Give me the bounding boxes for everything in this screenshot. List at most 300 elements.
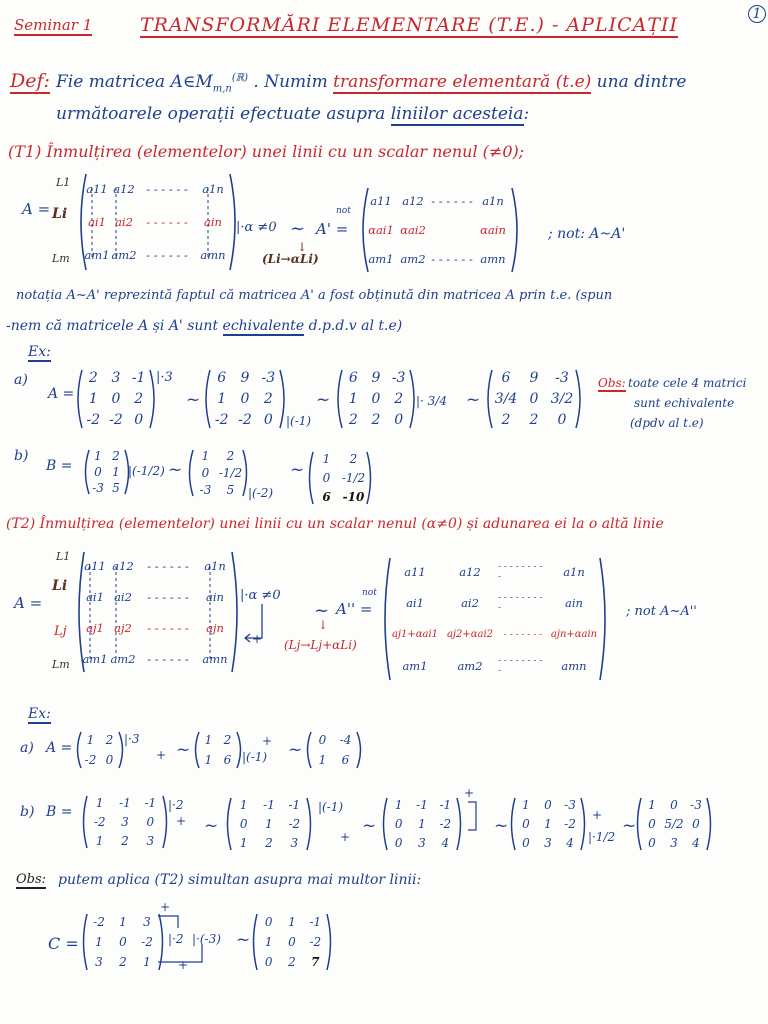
cell: - - - - - - - xyxy=(503,629,543,640)
t2-row-label-i: Li xyxy=(52,578,68,594)
seminar-label: Seminar 1 xyxy=(14,16,93,34)
cell: 0 xyxy=(648,816,656,831)
cell: -1 xyxy=(263,798,275,813)
cell: -2 xyxy=(214,411,229,428)
ex1-a-matrix-1 xyxy=(76,368,156,430)
cell: 1 xyxy=(88,390,98,407)
cell: 6 xyxy=(223,753,232,767)
cell: -2 xyxy=(86,411,101,428)
cell: - - - - - - - - - xyxy=(498,593,543,614)
ex1-b-name: B = xyxy=(46,458,73,474)
t1-text-term: echivalente xyxy=(222,318,305,334)
cell: 2 xyxy=(501,411,511,428)
t1-row-label-m: Lm xyxy=(52,252,70,265)
cell: 1 xyxy=(239,835,248,850)
cell: -2 xyxy=(84,753,97,767)
cell: 0 xyxy=(394,411,404,428)
cell: 3 xyxy=(290,835,299,850)
ex2-label: Ex: xyxy=(28,706,51,722)
cell: a12 xyxy=(112,558,134,573)
ex2-a-plus: + xyxy=(156,748,167,762)
cell: - - - - - - - - - xyxy=(498,656,543,677)
t2-matrix-Asecond-grid xyxy=(388,556,600,682)
definition-sub: m,n xyxy=(212,83,232,95)
ex2-b-plus-2: + xyxy=(340,830,351,844)
ex2-a-matrix-2 xyxy=(194,730,242,770)
page-number: 1 xyxy=(748,5,766,23)
cell: a1n xyxy=(563,564,585,579)
cell: -1/2 xyxy=(341,470,366,485)
cell: - - - - - - xyxy=(147,589,189,604)
tilde: ~ xyxy=(466,390,481,410)
cell: 1 xyxy=(264,935,273,949)
definition-text-e: : xyxy=(523,104,530,124)
cell: - - - - - - xyxy=(147,558,189,573)
t2-not: not xyxy=(362,588,377,598)
t2-Asecond-label: A'' = xyxy=(336,600,373,618)
cell: -2 xyxy=(439,816,452,831)
cell: amn xyxy=(480,252,506,267)
t2-matrix-A xyxy=(76,550,240,674)
cell: 0 xyxy=(544,798,552,813)
ex1-label: Ex: xyxy=(28,344,51,360)
cell: 0 xyxy=(263,411,273,428)
cell: -1 xyxy=(439,798,452,813)
t1-text-a: -nem că matricele A și A' sunt xyxy=(6,318,219,334)
cell: 5 xyxy=(226,482,235,497)
definition-sup: (ℝ) xyxy=(231,72,248,84)
cell: 0 xyxy=(522,835,530,850)
cell: -2 xyxy=(109,411,123,428)
cell: ai2 xyxy=(461,596,479,611)
definition-text-c: una dintre xyxy=(596,72,687,92)
ex1-a-matrix-4 xyxy=(486,368,582,430)
ex2-a-matrix-3 xyxy=(306,730,362,770)
cell: ai1 xyxy=(88,214,106,229)
tilde: ~ xyxy=(204,816,219,836)
cell: 0 xyxy=(529,390,539,407)
cell: 0 xyxy=(105,753,114,767)
cell: aj1+αai1 xyxy=(391,629,439,641)
t1-heading: (T1) Înmulțirea (elementelor) unei linii cu un scalar nenul (≠0); xyxy=(8,142,525,161)
cell: -1 xyxy=(416,798,428,813)
ex1-obs-line-2: sunt echivalente xyxy=(634,396,735,410)
t2-arrow-note: (Lj→Lj+αLi) xyxy=(284,638,357,652)
cell: am2 xyxy=(110,651,136,666)
cell: 6 xyxy=(322,489,331,504)
ex3-matrix-2 xyxy=(252,912,332,972)
cell: -3 xyxy=(690,798,702,813)
ex2-a-plus-2: + xyxy=(262,734,273,748)
cell: amn xyxy=(202,651,228,666)
cell: 0 xyxy=(670,798,678,813)
t1-op: |·α ≠0 xyxy=(236,220,277,235)
cell: 1 xyxy=(112,465,120,479)
t1-text-line-1: notația A~A' reprezintă faptul că matricea A' a fost obținută din matricea A prin t.e. (spun xyxy=(16,288,613,303)
ex1-a-op1: |·3 xyxy=(156,370,173,385)
cell: 3 xyxy=(143,915,151,929)
ex2-b-matrix-2 xyxy=(226,796,312,852)
t1-row-label-i: Li xyxy=(52,206,68,222)
cell: -3 xyxy=(199,482,212,497)
ex2-b-matrix-3 xyxy=(382,796,462,852)
cell: 2 xyxy=(112,449,120,463)
page-title: TRANSFORMĂRI ELEMENTARE (T.E.) - APLICAȚII xyxy=(140,14,679,36)
ex3-op2: |·(-3) xyxy=(192,932,221,946)
cell: αain xyxy=(480,222,506,237)
cell: 2 xyxy=(529,411,539,428)
cell: 1 xyxy=(239,798,248,813)
ex1-a-label: a) xyxy=(14,372,28,388)
cell: 0 xyxy=(322,470,331,485)
ex1-a-matrix-3 xyxy=(336,368,416,430)
cell: -2 xyxy=(238,411,252,428)
cell: -3 xyxy=(261,370,276,387)
cell: a12 xyxy=(402,193,424,208)
cell: a1n xyxy=(482,193,504,208)
cell: 0 xyxy=(119,935,127,949)
cell: 0 xyxy=(522,816,530,831)
cell: 1 xyxy=(394,798,403,813)
cell: -3 xyxy=(92,481,104,495)
t1-text-line-2 xyxy=(6,318,402,334)
cell: - - - - - - - - - xyxy=(498,561,543,582)
cell: 0 xyxy=(318,733,327,747)
ex2-b-matrix-5 xyxy=(636,796,712,852)
t1-notation: ; not: A~A' xyxy=(548,226,626,242)
ex2-b-op2: |(-1) xyxy=(318,800,344,814)
cell: 1 xyxy=(348,390,358,407)
cell: 2 xyxy=(371,411,381,428)
cell: 1 xyxy=(95,796,104,811)
ex2-b-label: b) xyxy=(20,804,35,820)
t2-arrow-down-icon: ↓ xyxy=(318,618,329,632)
cell: a11 xyxy=(404,564,426,579)
cell: 6 xyxy=(217,370,227,387)
cell: 3/4 xyxy=(494,390,518,407)
cell: - - - - - - xyxy=(146,181,188,196)
cell: 6 xyxy=(348,370,358,387)
cell: 2 xyxy=(288,955,296,969)
t2-row-label-1: L1 xyxy=(56,550,71,563)
tilde: ~ xyxy=(176,740,191,760)
tilde: ~ xyxy=(288,740,303,760)
t2-row-label-m: Lm xyxy=(52,658,70,671)
cell: 1 xyxy=(418,816,426,831)
cell: 2 xyxy=(226,449,235,464)
cell: - - - - - - xyxy=(431,193,473,208)
ex2-a-matrix-1 xyxy=(76,730,124,770)
tilde: ~ xyxy=(186,390,201,410)
cell: 1 xyxy=(204,733,213,747)
cell: -1 xyxy=(144,796,157,811)
cell: - - - - - - xyxy=(147,620,189,635)
cell: -2 xyxy=(288,816,301,831)
cell: 0 xyxy=(692,816,700,831)
cell: 3 xyxy=(544,835,552,850)
cell: - - - - - - xyxy=(431,252,473,267)
cell: 2 xyxy=(119,955,127,969)
cell: - - - - - - xyxy=(146,214,188,229)
cell: αai1 xyxy=(368,222,394,237)
cell: 0 xyxy=(264,915,273,929)
ex1-b-matrix-1 xyxy=(84,448,130,496)
cell: 0 xyxy=(557,411,567,428)
ex1-b-matrix-2 xyxy=(188,448,248,498)
cell: 0 xyxy=(264,955,273,969)
t1-Aprime-label: A' = xyxy=(316,220,349,238)
cell: -4 xyxy=(339,733,352,747)
ex2-b-matrix-4 xyxy=(510,796,586,852)
definition-text-b: . Numim xyxy=(253,72,328,92)
tilde: ~ xyxy=(494,816,509,836)
ex3-plus-top: + xyxy=(160,900,171,914)
cell: 5/2 xyxy=(664,816,684,831)
cell: 1 xyxy=(265,816,273,831)
cell: 5 xyxy=(112,481,120,495)
cell: am2 xyxy=(400,252,426,267)
cell: 1 xyxy=(522,798,530,813)
cell: ai2 xyxy=(114,589,132,604)
cell: 3 xyxy=(111,370,121,387)
ex2-a-op2: |(-1) xyxy=(242,750,268,764)
definition-label: Def: xyxy=(10,70,50,92)
cell: ai1 xyxy=(86,589,104,604)
cell: 2 xyxy=(223,733,232,747)
cell: 3/2 xyxy=(550,390,574,407)
cell: 0 xyxy=(111,390,121,407)
ex1-b-matrix-3 xyxy=(308,450,372,506)
t1-text-b: d.p.d.v al t.e) xyxy=(308,318,403,334)
ex3-name: C = xyxy=(48,934,79,953)
t1-arrow-down-icon: ↓ xyxy=(297,240,308,254)
ex1-b-label: b) xyxy=(14,448,29,464)
cell: 1 xyxy=(201,449,210,464)
cell: amn xyxy=(561,659,587,674)
cell: -1/2 xyxy=(218,465,243,480)
cell: -3 xyxy=(564,798,576,813)
cell: ajn xyxy=(206,620,224,635)
cell: 1 xyxy=(648,798,656,813)
tilde: ~ xyxy=(316,390,331,410)
cell: 2 xyxy=(394,390,404,407)
cell: amn xyxy=(200,248,226,263)
ex2-b-op1: |·2 xyxy=(168,798,184,812)
t1-matrix-A-grid xyxy=(84,172,230,272)
cell: 3 xyxy=(121,814,129,829)
cell: ai2 xyxy=(115,214,133,229)
cell: 3 xyxy=(95,955,103,969)
cell: - - - - - - xyxy=(146,248,188,263)
cell: 4 xyxy=(692,835,700,850)
cell: -1 xyxy=(309,915,322,929)
t1-A-label: A = xyxy=(22,200,51,218)
ex2-b-plus-4: + xyxy=(592,808,603,822)
cell: ain xyxy=(204,214,222,229)
cell: aj2 xyxy=(114,620,132,635)
definition-term-2: liniilor acesteia xyxy=(390,104,524,124)
cell: ain xyxy=(206,589,224,604)
cell: 1 xyxy=(94,449,102,463)
tilde: ~ xyxy=(290,460,305,480)
cell: -3 xyxy=(391,370,406,387)
cell: 0 xyxy=(94,465,102,479)
t2-matrix-A-grid xyxy=(82,550,232,674)
ex2-a-name: A = xyxy=(46,740,73,756)
cell: 0 xyxy=(394,835,403,850)
cell: 0 xyxy=(648,835,656,850)
cell: -2 xyxy=(309,935,322,949)
definition-term: transformare elementară (t.e) xyxy=(333,72,592,92)
cell: -1 xyxy=(131,370,146,387)
ex1-b-op1: |(-1/2) xyxy=(128,464,165,478)
cell: 1 xyxy=(86,733,95,747)
cell: 2 xyxy=(105,733,114,747)
cell: am1 xyxy=(368,252,394,267)
cell: 9 xyxy=(371,370,381,387)
cell: -2 xyxy=(141,935,153,949)
t2-matrix-Asecond xyxy=(382,556,608,682)
cell: 1 xyxy=(544,816,552,831)
cell: a11 xyxy=(370,193,392,208)
ex1-obs-label: Obs: xyxy=(598,376,626,390)
ex1-a-op2: |(-1) xyxy=(286,414,312,428)
cell: aj2+αai2 xyxy=(446,629,494,641)
cell: 0 xyxy=(371,390,381,407)
definition-text-d: următoarele operații efectuate asupra xyxy=(56,104,386,124)
t1-matrix-Aprime xyxy=(360,186,520,274)
cell: am2 xyxy=(111,248,137,263)
cell: am1 xyxy=(82,651,108,666)
cell: 2 xyxy=(134,390,144,407)
definition-line-1 xyxy=(56,72,686,94)
ex2-b-matrix-1 xyxy=(82,794,168,850)
cell: 2 xyxy=(265,835,273,850)
cell: 4 xyxy=(441,835,450,850)
cell: 0 xyxy=(394,816,403,831)
cell: 3 xyxy=(418,835,426,850)
cell: 2 xyxy=(88,370,98,387)
obs2-text: putem aplica (T2) simultan asupra mai multor linii: xyxy=(58,872,422,888)
cell: -1 xyxy=(288,798,301,813)
cell: 3 xyxy=(146,833,155,848)
ex1-b-op2: |(-2) xyxy=(248,486,274,500)
ex2-b-arrow xyxy=(462,796,492,846)
cell: -1 xyxy=(119,796,131,811)
ex2-b-plus-1: + xyxy=(176,814,187,828)
cell: 1 xyxy=(95,833,104,848)
cell: a11 xyxy=(84,558,106,573)
cell: 1 xyxy=(95,935,103,949)
cell: 1 xyxy=(322,452,331,467)
cell: 0 xyxy=(146,814,155,829)
t1-row-label-1: L1 xyxy=(56,176,71,189)
t2-op: |·α ≠0 xyxy=(240,588,281,603)
cell: am1 xyxy=(84,248,110,263)
ex1-a-name: A = xyxy=(48,386,75,402)
cell: 6 xyxy=(501,370,511,387)
cell: a11 xyxy=(86,181,108,196)
cell: 9 xyxy=(240,370,250,387)
ex1-obs-line-3: (dpdv al t.e) xyxy=(630,416,704,430)
ex2-a-label: a) xyxy=(20,740,34,756)
cell: -2 xyxy=(93,915,105,929)
cell: 2 xyxy=(348,411,358,428)
cell: 0 xyxy=(288,935,296,949)
cell: 9 xyxy=(529,370,539,387)
cell: aj1 xyxy=(86,620,104,635)
cell: 0 xyxy=(134,411,144,428)
cell: αai2 xyxy=(400,222,426,237)
ex1-a-op3: |· 3/4 xyxy=(416,394,447,408)
t1-tilde: ~ xyxy=(290,218,306,239)
ex3-op1: |·2 xyxy=(168,932,184,946)
ex1-a-matrix-2 xyxy=(204,368,286,430)
cell: 1 xyxy=(119,915,127,929)
t2-notation: ; not A~A'' xyxy=(626,604,697,619)
cell: - - - - - - xyxy=(147,651,189,666)
t1-not: not xyxy=(336,206,351,216)
cell: 1 xyxy=(217,390,227,407)
ex2-b-name: B = xyxy=(46,804,73,820)
tilde: ~ xyxy=(236,930,251,950)
cell: 0 xyxy=(201,465,210,480)
cell: 2 xyxy=(349,452,358,467)
cell: ai1 xyxy=(406,596,424,611)
cell: 6 xyxy=(341,753,350,767)
cell: a12 xyxy=(459,564,481,579)
cell: a1n xyxy=(202,181,224,196)
cell: -2 xyxy=(93,814,106,829)
cell: am1 xyxy=(402,659,428,674)
cell: am2 xyxy=(457,659,483,674)
cell: 4 xyxy=(566,835,574,850)
cell: 1 xyxy=(318,753,327,767)
obs2-label: Obs: xyxy=(16,872,47,887)
cell: 1 xyxy=(288,915,296,929)
ex2-a-op1: |·3 xyxy=(124,732,140,746)
cell: -2 xyxy=(564,816,576,831)
cell: 2 xyxy=(263,390,273,407)
definition-text-a: Fie matricea A∈M xyxy=(56,72,213,92)
ex2-b-op4: |·1/2 xyxy=(588,830,616,844)
cell: -3 xyxy=(555,370,569,387)
cell: ajn+αain xyxy=(550,629,598,641)
cell: 3 xyxy=(670,835,678,850)
cell: -10 xyxy=(342,489,365,504)
cell: 0 xyxy=(239,816,248,831)
t2-row-label-j: Lj xyxy=(54,624,67,639)
cell: 1 xyxy=(204,753,213,767)
cell: a1n xyxy=(204,558,226,573)
cell: 0 xyxy=(240,390,250,407)
tilde: ~ xyxy=(362,816,377,836)
t1-matrix-A xyxy=(78,172,238,272)
ex2-b-plus-3: + xyxy=(464,786,475,800)
cell: 7 xyxy=(311,955,320,969)
tilde: ~ xyxy=(622,816,637,836)
cell: 2 xyxy=(121,833,129,848)
tilde: ~ xyxy=(168,460,183,480)
cell: 1 xyxy=(143,955,151,969)
t2-plus: + xyxy=(252,632,263,646)
ex3-plus-bottom: + xyxy=(178,958,189,972)
t2-A-label: A = xyxy=(14,594,43,612)
t1-matrix-Aprime-grid xyxy=(366,186,512,274)
cell: a12 xyxy=(113,181,135,196)
t2-heading: (T2) Înmulțirea (elementelor) unei linii cu un scalar nenul (α≠0) și adunarea ei la o altă linie xyxy=(6,516,664,532)
t1-arrow-note: (Li→αLi) xyxy=(262,252,319,266)
